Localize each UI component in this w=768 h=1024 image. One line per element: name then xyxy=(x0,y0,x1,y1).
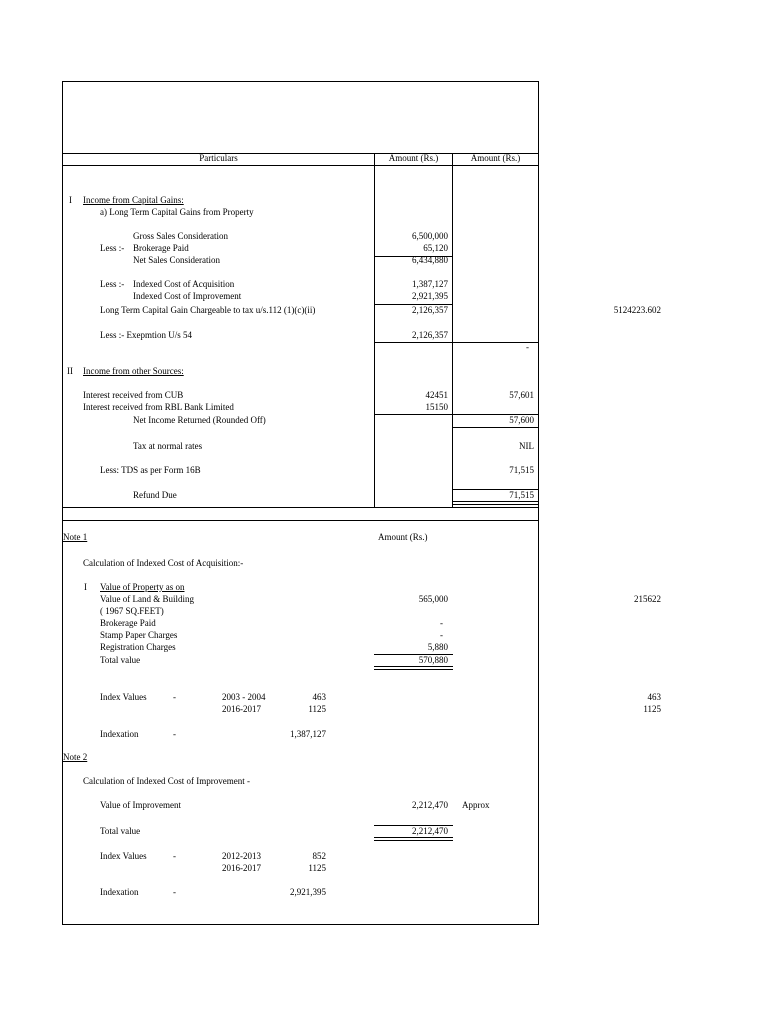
land-building-label: Value of Land & Building xyxy=(100,594,194,604)
sqft-label: ( 1967 SQ.FEET) xyxy=(100,606,164,616)
note1-indexation-dash: - xyxy=(173,729,176,739)
net-income-value: 57,600 xyxy=(509,415,534,425)
gross-sales-value: 6,500,000 xyxy=(412,231,448,241)
note1-total-rule-1 xyxy=(374,666,453,667)
less-label-2: Less :- xyxy=(100,279,125,289)
property-value-title: Value of Property as on xyxy=(100,582,185,592)
refund-rule-2 xyxy=(452,504,539,505)
stamp-paper-value: - xyxy=(440,630,443,640)
approx-note: Approx xyxy=(462,800,490,810)
registration-value: 5,880 xyxy=(427,642,448,652)
note1-indexation-label: Indexation xyxy=(100,729,139,739)
net-sales-label: Net Sales Consideration xyxy=(133,255,220,265)
note1-index-dash: - xyxy=(173,692,176,702)
tax-label: Tax at normal rates xyxy=(133,441,203,451)
cub-interest-label: Interest received from CUB xyxy=(83,390,184,400)
stamp-paper-label: Stamp Paper Charges xyxy=(100,630,178,640)
header-amount-1: Amount (Rs.) xyxy=(388,153,439,163)
frame-top xyxy=(62,81,539,82)
cub-interest-value: 42451 xyxy=(425,390,448,400)
net-income-rule xyxy=(452,427,539,428)
indexed-acquisition-label: Indexed Cost of Acquisition xyxy=(133,279,235,289)
note2-index-1: 852 xyxy=(312,851,326,861)
capital-gain-result: - xyxy=(526,342,529,352)
section1-num: I xyxy=(69,195,72,205)
note2-year-2: 2016-2017 xyxy=(222,863,261,873)
note1-total-rule-2 xyxy=(374,669,453,670)
note1-index-label: Index Values xyxy=(100,692,147,702)
tds-value: 71,515 xyxy=(509,465,534,475)
indexed-improvement-label: Indexed Cost of Improvement xyxy=(133,291,242,301)
indexed-improvement-value: 2,921,395 xyxy=(412,291,448,301)
note1-total-label: Total value xyxy=(100,655,141,665)
note1-indexation-value: 1,387,127 xyxy=(290,729,326,739)
land-side-value: 215622 xyxy=(634,594,661,604)
note2-total-rule-2 xyxy=(374,840,453,841)
exemption-label: Less :- Exepmtion U/s 54 xyxy=(100,330,192,340)
net-sales-value: 6,434,880 xyxy=(412,255,448,265)
brokerage-value: 65,120 xyxy=(423,243,448,253)
note1-calc-title: Calculation of Indexed Cost of Acquisition:- xyxy=(83,558,244,568)
note1-index-1: 463 xyxy=(312,692,326,702)
ltcg-label: Long Term Capital Gain Chargeable to tax u/s.112 (1)(c)(ii) xyxy=(100,305,316,315)
note1-side-index-1: 463 xyxy=(647,692,661,702)
less-label-1: Less :- xyxy=(100,243,125,253)
brokerage-label: Brokerage Paid xyxy=(133,243,189,253)
exemption-value: 2,126,357 xyxy=(412,330,448,340)
note1-amount-header: Amount (Rs.) xyxy=(378,532,428,542)
section-end-line-2 xyxy=(62,520,539,521)
col-divider-2 xyxy=(452,153,453,508)
note1-side-index-2: 1125 xyxy=(643,704,661,714)
section-end-line-1 xyxy=(62,507,539,508)
side-value-ltcg: 5124223.602 xyxy=(613,305,661,315)
header-bottom-line xyxy=(62,165,539,166)
improvement-value: 2,212,470 xyxy=(412,800,448,810)
note2-year-1: 2012-2013 xyxy=(222,851,261,861)
section2-num: II xyxy=(67,366,73,376)
header-particulars: Particulars xyxy=(199,153,238,163)
note2-index-dash: - xyxy=(173,851,176,861)
note1-brokerage-label: Brokerage Paid xyxy=(100,618,156,628)
header-amount-2: Amount (Rs.) xyxy=(470,153,521,163)
frame-right xyxy=(538,81,539,925)
tax-value: NIL xyxy=(519,441,534,451)
note2-total-rule-1 xyxy=(374,837,453,838)
note2-total-value: 2,212,470 xyxy=(412,826,448,836)
net-income-label: Net Income Returned (Rounded Off) xyxy=(133,415,266,425)
note1-index-2: 1125 xyxy=(308,704,326,714)
registration-label: Registration Charges xyxy=(100,642,176,652)
rbl-interest-label: Interest received from RBL Bank Limited xyxy=(83,402,234,412)
interest-total-value: 57,601 xyxy=(509,390,534,400)
rbl-interest-value: 15150 xyxy=(425,402,448,412)
note1-num: I xyxy=(84,582,87,592)
frame-bottom xyxy=(62,924,539,925)
note2-total-label: Total value xyxy=(100,826,141,836)
ltcg-value: 2,126,357 xyxy=(412,305,448,315)
note2-index-label: Index Values xyxy=(100,851,147,861)
note2-index-2: 1125 xyxy=(308,863,326,873)
frame-left xyxy=(62,81,63,925)
note1-brokerage-value: - xyxy=(440,618,443,628)
note2-calc-title: Calculation of Indexed Cost of Improvement - xyxy=(83,776,250,786)
improvement-label: Value of Improvement xyxy=(100,800,181,810)
refund-label: Refund Due xyxy=(133,490,177,500)
note1-year-2: 2016-2017 xyxy=(222,704,261,714)
note1-total-value: 570,880 xyxy=(418,655,448,665)
note1-title: Note 1 xyxy=(63,532,88,542)
section1-subtitle: a) Long Term Capital Gains from Property xyxy=(100,207,254,217)
section1-title: Income from Capital Gains: xyxy=(83,195,184,205)
note2-indexation-label: Indexation xyxy=(100,887,139,897)
note2-indexation-dash: - xyxy=(173,887,176,897)
gross-sales-label: Gross Sales Consideration xyxy=(133,231,228,241)
note1-year-1: 2003 - 2004 xyxy=(222,692,266,702)
land-building-value: 565,000 xyxy=(418,594,448,604)
refund-value: 71,515 xyxy=(509,490,534,500)
refund-rule-1 xyxy=(452,501,539,502)
indexed-acquisition-value: 1,387,127 xyxy=(412,279,448,289)
note2-indexation-value: 2,921,395 xyxy=(290,887,326,897)
tds-label: Less: TDS as per Form 16B xyxy=(100,465,201,475)
note2-title: Note 2 xyxy=(63,752,88,762)
section2-title: Income from other Sources: xyxy=(83,366,184,376)
